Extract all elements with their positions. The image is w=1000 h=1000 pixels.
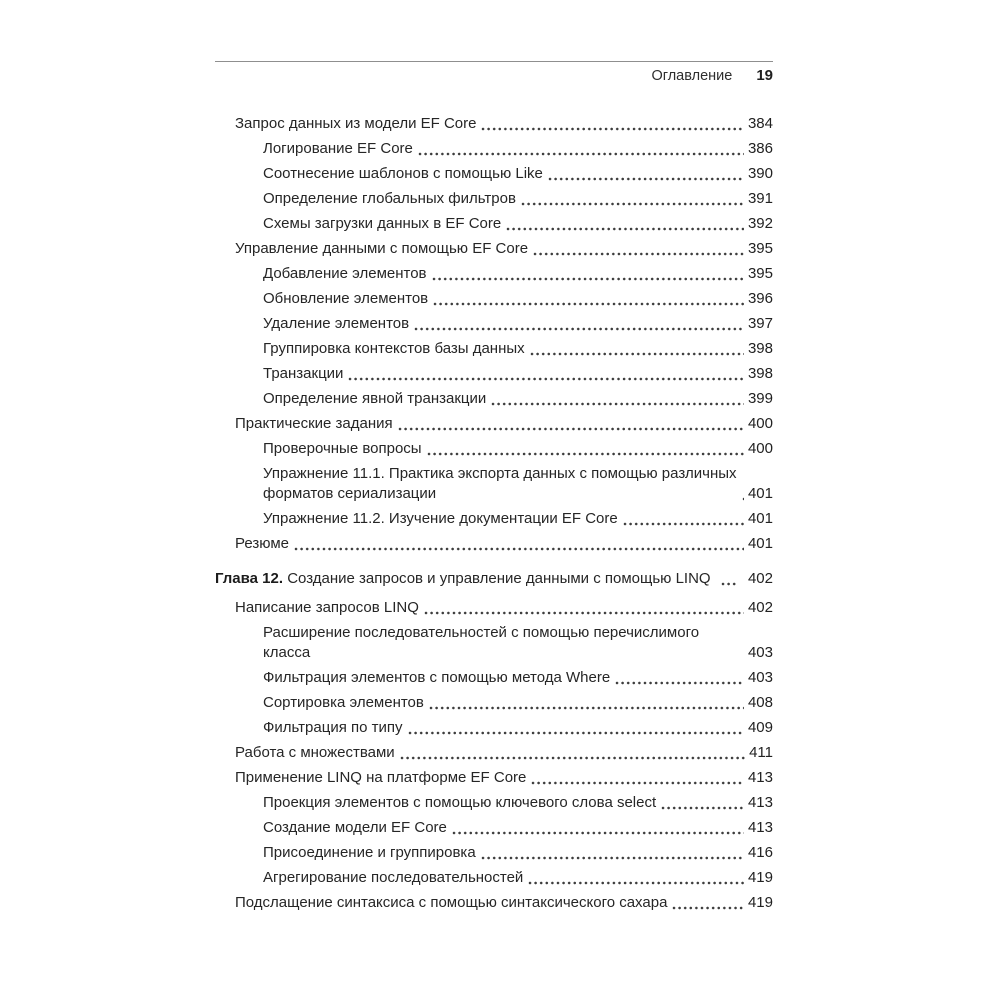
toc-entry: [215, 509, 773, 529]
toc-entry-page: 401: [747, 535, 773, 552]
toc-entry: [215, 389, 773, 409]
toc-entry: [215, 718, 773, 738]
dot-leader: [528, 881, 744, 885]
dot-leader: [433, 302, 744, 306]
toc-entry: [215, 264, 773, 284]
toc-entry-page: 419: [747, 869, 773, 886]
toc-entry-title: Присоединение и группировка: [263, 844, 476, 861]
toc-entry: [215, 339, 773, 359]
toc-entry: [215, 768, 773, 788]
toc-entry: [215, 114, 773, 134]
toc-entry-title: Фильтрация элементов с помощью метода Where: [263, 669, 611, 686]
toc-entry-title: Управление данными с помощью EF Core: [235, 240, 529, 257]
toc-entry: [215, 668, 773, 688]
dot-leader: [400, 756, 745, 760]
toc-entry-title: Расширение последовательностей с помощью перечислимого класса: [263, 624, 700, 661]
toc-entry-page: 384: [747, 115, 773, 132]
toc-entry-page: 400: [747, 415, 773, 432]
dot-leader: [294, 547, 744, 551]
toc-entry-page: 400: [747, 440, 773, 457]
dot-leader: [432, 277, 744, 281]
toc-entry-title: Определение явной транзакции: [263, 390, 487, 407]
dot-leader: [742, 497, 744, 501]
toc-entry-title: Транзакции: [263, 365, 344, 382]
toc-entry-title: Создание модели EF Core: [263, 819, 447, 836]
chapter-number-label: Глава 12.: [215, 570, 288, 587]
toc-entry-title: Группировка контекстов базы данных: [263, 340, 525, 357]
toc-entry-title: Удаление элементов: [263, 315, 410, 332]
toc-entry-page: 395: [747, 265, 773, 282]
toc-entry-page: 409: [747, 719, 773, 736]
toc-entry: [215, 464, 773, 504]
dot-leader: [398, 427, 744, 431]
toc-entry-title: Подслащение синтаксиса с помощью синтаксического сахара: [235, 894, 668, 911]
toc-entry: [215, 164, 773, 184]
toc-entry-page: 401: [747, 510, 773, 527]
running-head-title: Оглавление: [651, 68, 733, 84]
toc-entry-page: 399: [747, 390, 773, 407]
toc-entry-page: 398: [747, 365, 773, 382]
toc-entry-page: 392: [747, 215, 773, 232]
toc-entry: [215, 314, 773, 334]
toc-entry-page: 413: [747, 819, 773, 836]
dot-leader: [452, 831, 744, 835]
toc-entry-page: 402: [747, 570, 773, 587]
toc-entry-title: Добавление элементов: [263, 265, 427, 282]
header-rule: [215, 61, 773, 62]
toc-entry: [215, 364, 773, 384]
toc-entry: [215, 868, 773, 888]
dot-leader: [661, 806, 744, 810]
toc-entry-title: Применение LINQ на платформе EF Core: [235, 769, 527, 786]
toc-entry-title: Определение глобальных фильтров: [263, 190, 516, 207]
dot-leader: [506, 227, 744, 231]
toc-entry-title: Проверочные вопросы: [263, 440, 422, 457]
toc-entry-title: Практические задания: [235, 415, 393, 432]
toc-entry-title: Написание запросов LINQ: [235, 599, 419, 616]
toc-entry: [215, 843, 773, 863]
toc-entry-title: Соотнесение шаблонов с помощью Like: [263, 165, 543, 182]
dot-leader: [521, 202, 744, 206]
dot-leader: [414, 327, 744, 331]
dot-leader: [481, 856, 744, 860]
toc-entry-page: 413: [747, 794, 773, 811]
dot-leader: [408, 731, 744, 735]
toc-entry: [215, 793, 773, 813]
toc-entry-page: 390: [747, 165, 773, 182]
toc-entry: [215, 139, 773, 159]
toc-entry: [215, 893, 773, 913]
dot-leader: [721, 582, 738, 586]
dot-leader: [623, 522, 744, 526]
toc-entry: [215, 743, 773, 763]
dot-leader: [418, 152, 744, 156]
toc-entry-page: 402: [747, 599, 773, 616]
dot-leader: [481, 127, 743, 131]
toc-entry: [215, 818, 773, 838]
toc-entry: [215, 214, 773, 234]
dot-leader: [491, 402, 744, 406]
toc-entry-title: Проекция элементов с помощью ключевого слова select: [263, 794, 657, 811]
toc-entry-title: Сортировка элементов: [263, 694, 424, 711]
toc-entry-page: 403: [747, 669, 773, 686]
toc-entry-page: 408: [747, 694, 773, 711]
toc-entry: [215, 439, 773, 459]
toc-entry-page: 411: [749, 744, 773, 761]
toc-entry: [215, 623, 773, 663]
toc-list: [215, 114, 773, 918]
toc-entry-title: Глава 12. Создание запросов и управление данными с помощью LINQ: [215, 570, 711, 587]
dot-leader: [348, 377, 744, 381]
toc-entry-title: Агрегирование последовательностей: [263, 869, 524, 886]
toc-entry-title: Упражнение 11.1. Практика экспорта данных с помощью различных форматов сериализации: [263, 465, 737, 502]
toc-entry-page: 416: [747, 844, 773, 861]
dot-leader: [533, 252, 744, 256]
toc-entry: [215, 598, 773, 618]
toc-entry-title: Упражнение 11.2. Изучение документации EF Core: [263, 510, 618, 527]
toc-entry: [215, 693, 773, 713]
toc-entry-title: Схемы загрузки данных в EF Core: [263, 215, 502, 232]
toc-entry-page: 391: [747, 190, 773, 207]
toc-entry-title: Логирование EF Core: [263, 140, 413, 157]
dot-leader: [530, 352, 744, 356]
toc-entry-title: Фильтрация по типу: [263, 719, 403, 736]
toc-entry-page: 396: [747, 290, 773, 307]
toc-entry-chapter: [215, 569, 773, 589]
dot-leader: [531, 781, 744, 785]
toc-entry-page: 419: [747, 894, 773, 911]
toc-entry: [215, 414, 773, 434]
toc-entry: [215, 239, 773, 259]
running-head: [651, 67, 773, 84]
toc-entry-page: 413: [747, 769, 773, 786]
toc-entry: [215, 189, 773, 209]
toc-entry-title: Обновление элементов: [263, 290, 429, 307]
toc-entry-page: 401: [747, 485, 773, 502]
dot-leader: [672, 906, 744, 910]
toc-entry: [215, 289, 773, 309]
toc-entry-title: Работа с множествами: [235, 744, 395, 761]
dot-leader: [548, 177, 744, 181]
dot-leader: [424, 611, 744, 615]
toc-entry-title: Запрос данных из модели EF Core: [235, 115, 477, 132]
toc-entry-page: 403: [747, 644, 773, 661]
dot-leader: [429, 706, 744, 710]
dot-leader: [427, 452, 744, 456]
toc-entry-title: Резюме: [235, 535, 289, 552]
toc-entry: [215, 534, 773, 554]
toc-entry-page: 386: [747, 140, 773, 157]
toc-entry-page: 398: [747, 340, 773, 357]
running-head-page-number: 19: [756, 67, 773, 84]
toc-entry-page: 397: [747, 315, 773, 332]
dot-leader: [615, 681, 744, 685]
toc-entry-page: 395: [747, 240, 773, 257]
